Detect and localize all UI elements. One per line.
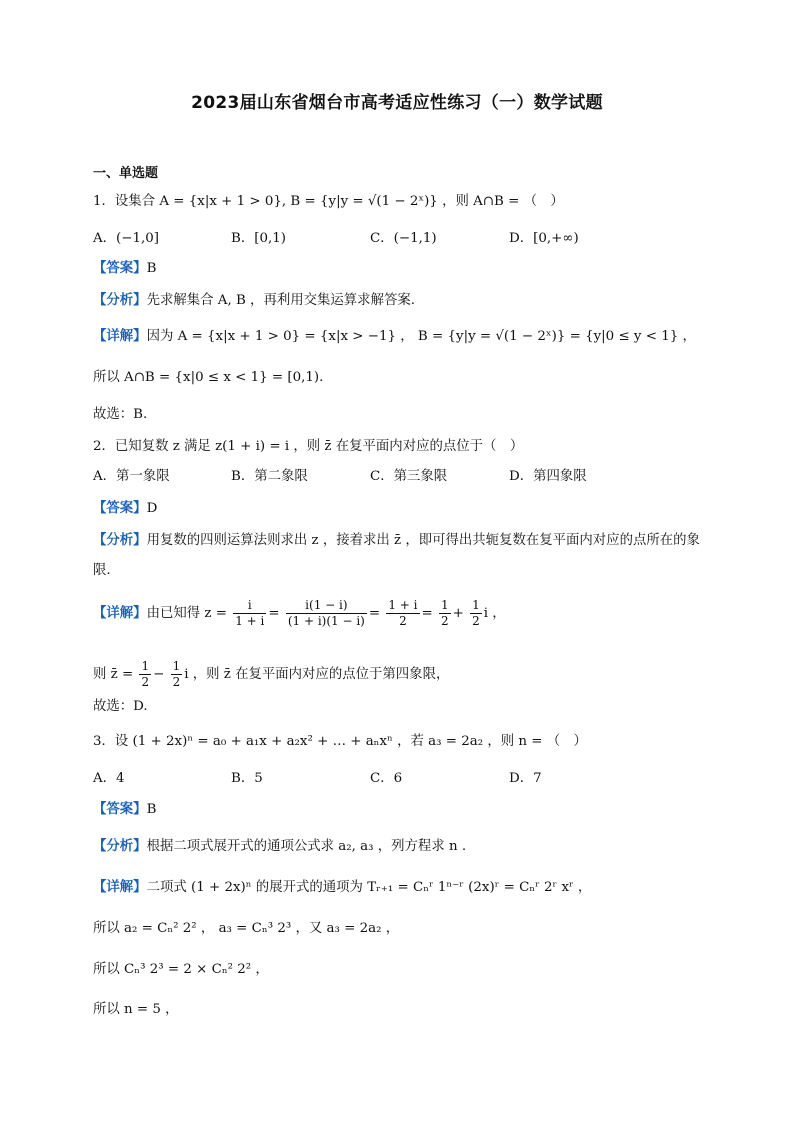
q3-detail: 二项式 (1 + 2x)ⁿ 的展开式的通项为 Tᵣ₊₁ = Cₙʳ 1ⁿ⁻ʳ (2x)ʳ = Cₙʳ 2ʳ xʳ ， [146,880,592,895]
fraction-denominator: 2 [399,614,407,628]
fraction-denominator: (1 + i)(1 − i) [287,614,365,628]
q2-detail-prefix: 由已知得 z = [146,606,227,621]
fraction [171,659,183,690]
q1-analysis-line [93,291,704,311]
section-heading: 一、单选题 [93,166,159,181]
q3-answer: B [146,802,157,817]
q2-detail-line: 【详解】由已知得 z = $\frac{i}{1 + i}$ = $\frac{i(1 - i)}{(1 + i)(1 - i)}$ = $\frac{1 + i}{2}$ = $\frac{1}{2}$ + $\frac{1}{2}$ i ， [93,598,506,628]
q2-choose: 故选：D. [93,699,148,714]
q2-option-c: C．第三象限 [370,469,448,484]
q3-option-d: D．7 [509,771,542,786]
q1-answer-line [93,259,704,279]
analysis-tag: 【分析】 [93,533,147,548]
document-title: 2023届山东省烟台市高考适应性练习（一）数学试题 [191,93,603,113]
q2-option-d: D．第四象限 [509,469,587,484]
q3-option-c: C．6 [370,771,403,786]
fraction-numerator: i [233,598,266,614]
q3-stem: 3．设 (1 + 2x)ⁿ = a₀ + a₁x + a₂x² + … + aₙxⁿ ，若 a₃ = 2a₂ ，则 n = （ ） [93,734,587,749]
q3-analysis: 根据二项式展开式的通项公式求 a₂, a₃ ，列方程求 n . [146,839,467,854]
q1-detail-line [93,327,704,347]
q1-option-c: C．(−1,1) [370,231,437,246]
q2-analysis: 用复数的四则运算法则求出 z ，接着求出 z̄ ，即可得出共轭复数在复平面内对应的点所在的象限. [93,533,700,578]
q1-answer: B [146,261,157,276]
q1-option-a: A．(−1,0] [93,231,160,246]
detail-tag: 【详解】 [93,880,147,895]
answer-tag: 【答案】 [93,802,147,817]
q2-line2-suffix: i ，则 z̄ 在复平面内对应的点位于第四象限， [184,667,450,682]
q3-detail-line [93,878,704,898]
analysis-tag: 【分析】 [93,839,147,854]
fraction-denominator: 2 [141,675,150,689]
fraction-denominator: 2 [472,614,480,628]
q2-analysis-line [93,526,704,586]
fraction-numerator: 1 + i [388,598,418,612]
q3-option-b: B．5 [231,771,263,786]
q1-option-b: B．[0,1) [231,231,286,246]
fraction [286,598,367,629]
fraction-denominator: 1 + i [235,614,265,628]
q3-detail-line-4: 所以 n = 5 ， [93,1002,179,1017]
detail-tag: 【详解】 [93,606,147,621]
q1-choose: 故选：B. [93,407,148,422]
fraction-denominator: 2 [172,675,181,689]
fraction [233,598,266,629]
q1-analysis: 先求解集合 A, B ，再利用交集运算求解答案. [146,293,415,308]
q1-detail-line-2: 所以 A∩B = {x|0 ≤ x < 1} = [0,1). [93,370,324,385]
fraction [470,598,482,629]
q2-option-a: A．第一象限 [93,469,170,484]
answer-tag: 【答案】 [93,501,147,516]
analysis-tag: 【分析】 [93,293,147,308]
fraction-denominator: 2 [441,614,449,628]
q3-detail-line-3: 所以 Cₙ³ 2³ = 2 × Cₙ² 2² ， [93,962,269,977]
q2-stem: 2．已知复数 z 满足 z(1 + i) = i ，则 z̄ 在复平面内对应的点位于（ ） [93,439,524,454]
q1-option-d: D．[0,+∞) [509,231,579,246]
q2-detail-suffix: i ， [483,606,506,621]
q3-option-a: A．4 [93,771,125,786]
q3-detail-line-2: 所以 a₂ = Cₙ² 2² ， a₃ = Cₙ³ 2³ ，又 a₃ = 2a₂ ， [93,921,400,936]
q3-answer-line [93,800,704,820]
q2-answer: D [146,501,158,516]
fraction [439,598,451,629]
fraction-numerator: 1 [472,598,480,612]
q3-analysis-line [93,837,704,857]
q2-option-b: B．第二象限 [231,469,308,484]
answer-tag: 【答案】 [93,261,147,276]
q2-detail-line-2: 则 z̄ = $\frac{1}{2}$ − $\frac{1}{2}$ i ，则 z̄ 在复平面内对应的点位于第四象限， [93,659,450,689]
q1-stem: 1．设集合 A = {x|x + 1 > 0}, B = {y|y = √(1 − 2ˣ)} ，则 A∩B = （ ） [93,194,564,209]
fraction [386,598,419,629]
fraction-numerator: 1 [441,598,449,612]
q2-answer-line [93,499,704,519]
q2-line2-prefix: 则 z̄ = [93,667,134,682]
fraction [139,659,151,690]
detail-tag: 【详解】 [93,329,147,344]
fraction-numerator: 1 [141,659,150,673]
fraction-numerator: 1 [172,659,181,673]
fraction-numerator: i(1 − i) [286,598,367,614]
q1-detail: 因为 A = {x|x + 1 > 0} = {x|x > −1} ， B = {y|y = √(1 − 2ˣ)} = {y|0 ≤ y < 1} ， [146,329,696,344]
